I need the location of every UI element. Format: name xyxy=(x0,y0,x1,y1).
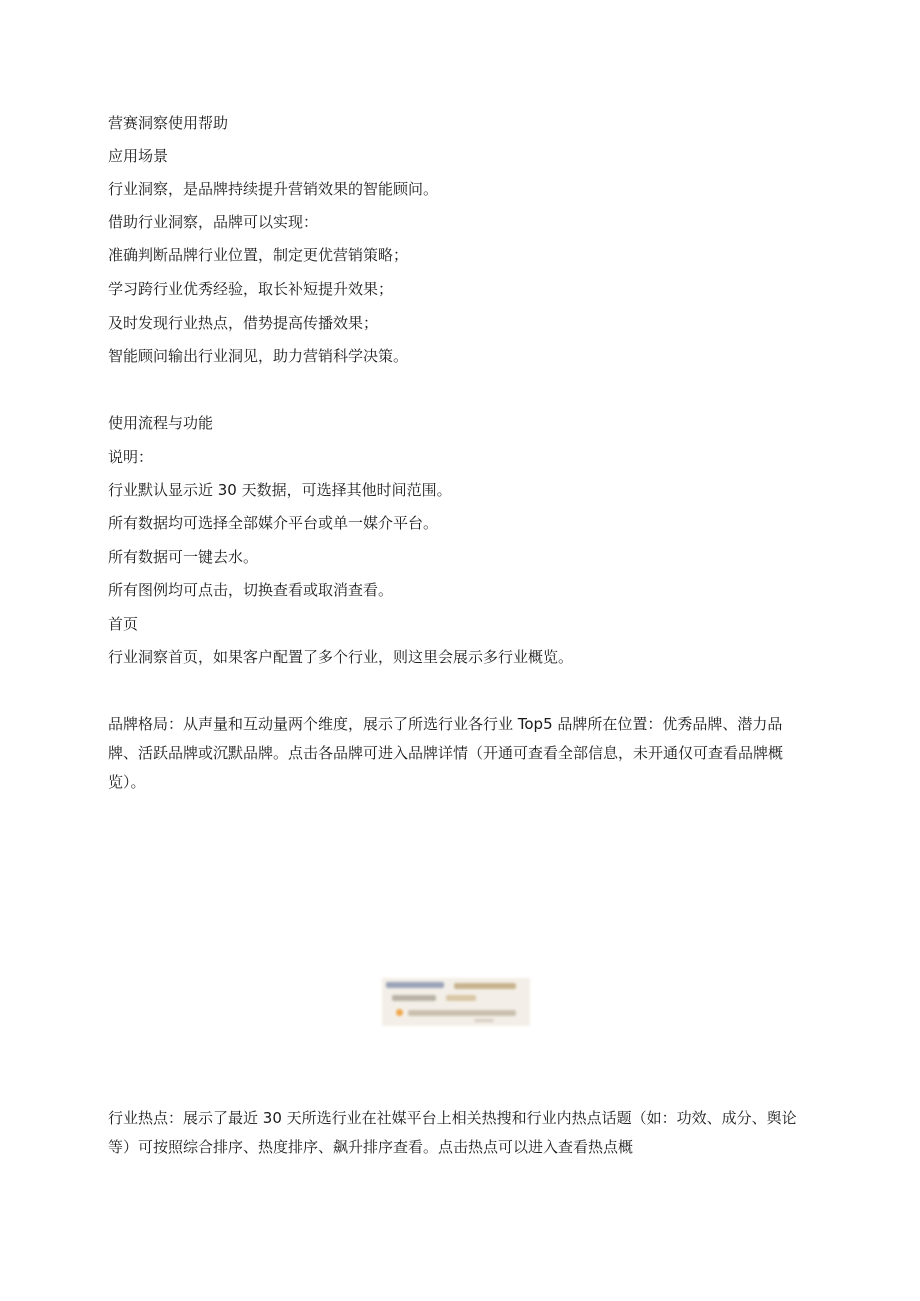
brand-layout-paragraph: 品牌格局：从声量和互动量两个维度，展示了所选行业各行业 Top5 品牌所在位置：优秀品牌、潜力品牌、活跃品牌或沉默品牌。点击各品牌可进入品牌详情（开通可查看全部信息，未开通仅可查看品牌概览）。 xyxy=(108,715,784,791)
home-text: 行业洞察首页，如果客户配置了多个行业，则这里会展示多行业概览。 xyxy=(108,648,574,666)
image-blur-row xyxy=(454,983,516,989)
home-heading: 首页 xyxy=(108,615,139,633)
note-line: 行业默认显示近 30 天数据，可选择其他时间范围。 xyxy=(108,481,452,499)
note-line: 所有数据均可选择全部媒介平台或单一媒介平台。 xyxy=(108,514,439,532)
image-blur-row xyxy=(392,995,436,1001)
scenario-line: 学习跨行业优秀经验，取长补短提升效果； xyxy=(108,280,394,298)
image-blur-row xyxy=(386,982,444,988)
note-line: 所有图例均可点击，切换查看或取消查看。 xyxy=(108,581,394,599)
section-heading-scenarios: 应用场景 xyxy=(108,147,169,165)
scenario-line: 行业洞察，是品牌持续提升营销效果的智能顾问。 xyxy=(108,180,439,198)
document-title: 营赛洞察使用帮助 xyxy=(108,114,229,132)
note-label: 说明： xyxy=(108,448,154,466)
image-blur-row xyxy=(446,995,476,1001)
image-blur-dot xyxy=(396,1009,403,1016)
scenario-line: 准确判断品牌行业位置，制定更优营销策略； xyxy=(108,246,409,264)
hot-topics-paragraph: 行业热点：展示了最近 30 天所选行业在社媒平台上相关热搜和行业内热点话题（如：功效、成分、舆论等）可按照综合排序、热度排序、飙升排序查看。点击热点可以进入查看热点概 xyxy=(108,1109,797,1156)
scenario-line: 智能顾问输出行业洞见，助力营销科学决策。 xyxy=(108,347,409,365)
image-blur-row xyxy=(408,1010,516,1016)
image-blur-row xyxy=(474,1019,494,1022)
section-heading-workflow: 使用流程与功能 xyxy=(108,414,214,432)
note-line: 所有数据可一键去水。 xyxy=(108,548,259,566)
scenario-line: 及时发现行业热点，借势提高传播效果； xyxy=(108,314,379,332)
scenario-line: 借助行业洞察，品牌可以实现： xyxy=(108,213,319,231)
blurred-screenshot-image xyxy=(382,978,530,1026)
